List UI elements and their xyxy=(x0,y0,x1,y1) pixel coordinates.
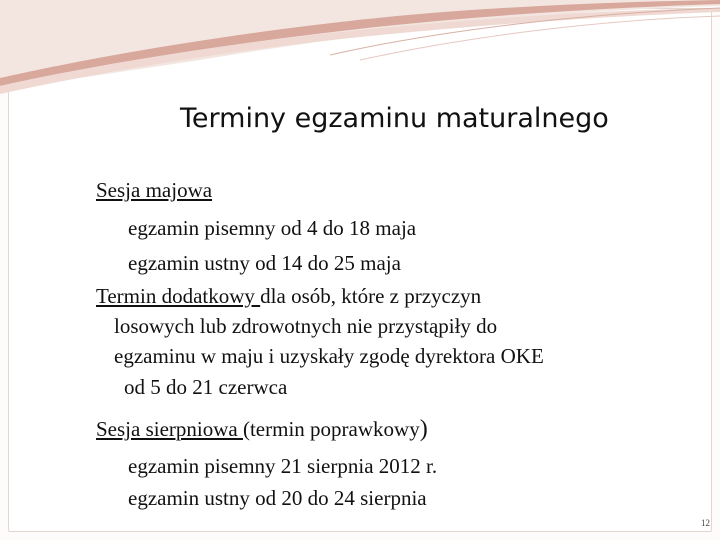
list-item-sesja-sierpniowa xyxy=(96,417,428,443)
slide-title: Terminy egzaminu maturalnego xyxy=(180,103,609,134)
list-item-text: dla osób, które z przyczyn xyxy=(260,284,482,308)
page-number: 12 xyxy=(701,518,710,528)
list-item-lead: Sesja sierpniowa xyxy=(96,417,243,441)
list-item-text: egzamin ustny od 14 do 25 maja xyxy=(128,251,401,275)
list-item xyxy=(128,216,416,242)
list-item-text: egzamin ustny od 20 do 24 sierpnia xyxy=(128,486,427,510)
list-item-continuation: od 5 do 21 czerwca xyxy=(124,375,288,399)
list-item-termin-dodatkowy xyxy=(96,284,481,310)
list-item xyxy=(128,454,437,480)
list-item-lead: Sesja majowa xyxy=(96,178,213,202)
list-item-text: egzamin pisemny 21 sierpnia 2012 r. xyxy=(128,454,438,478)
list-item xyxy=(128,251,401,277)
list-item-text: egzamin pisemny od 4 do 18 maja xyxy=(128,216,417,240)
list-item xyxy=(128,486,427,512)
list-item-sesja-majowa xyxy=(96,178,212,204)
list-item-continuation: losowych lub zdrowotnych nie przystąpiły do xyxy=(114,314,498,338)
list-item-continuation: egzaminu w maju i uzyskały zgodę dyrektora OKE xyxy=(114,344,544,368)
closing-paren: ) xyxy=(419,416,428,442)
decorative-swoosh xyxy=(0,0,720,110)
list-item-lead: Termin dodatkowy xyxy=(96,284,261,308)
list-item-text: (termin poprawkowy xyxy=(242,417,420,441)
